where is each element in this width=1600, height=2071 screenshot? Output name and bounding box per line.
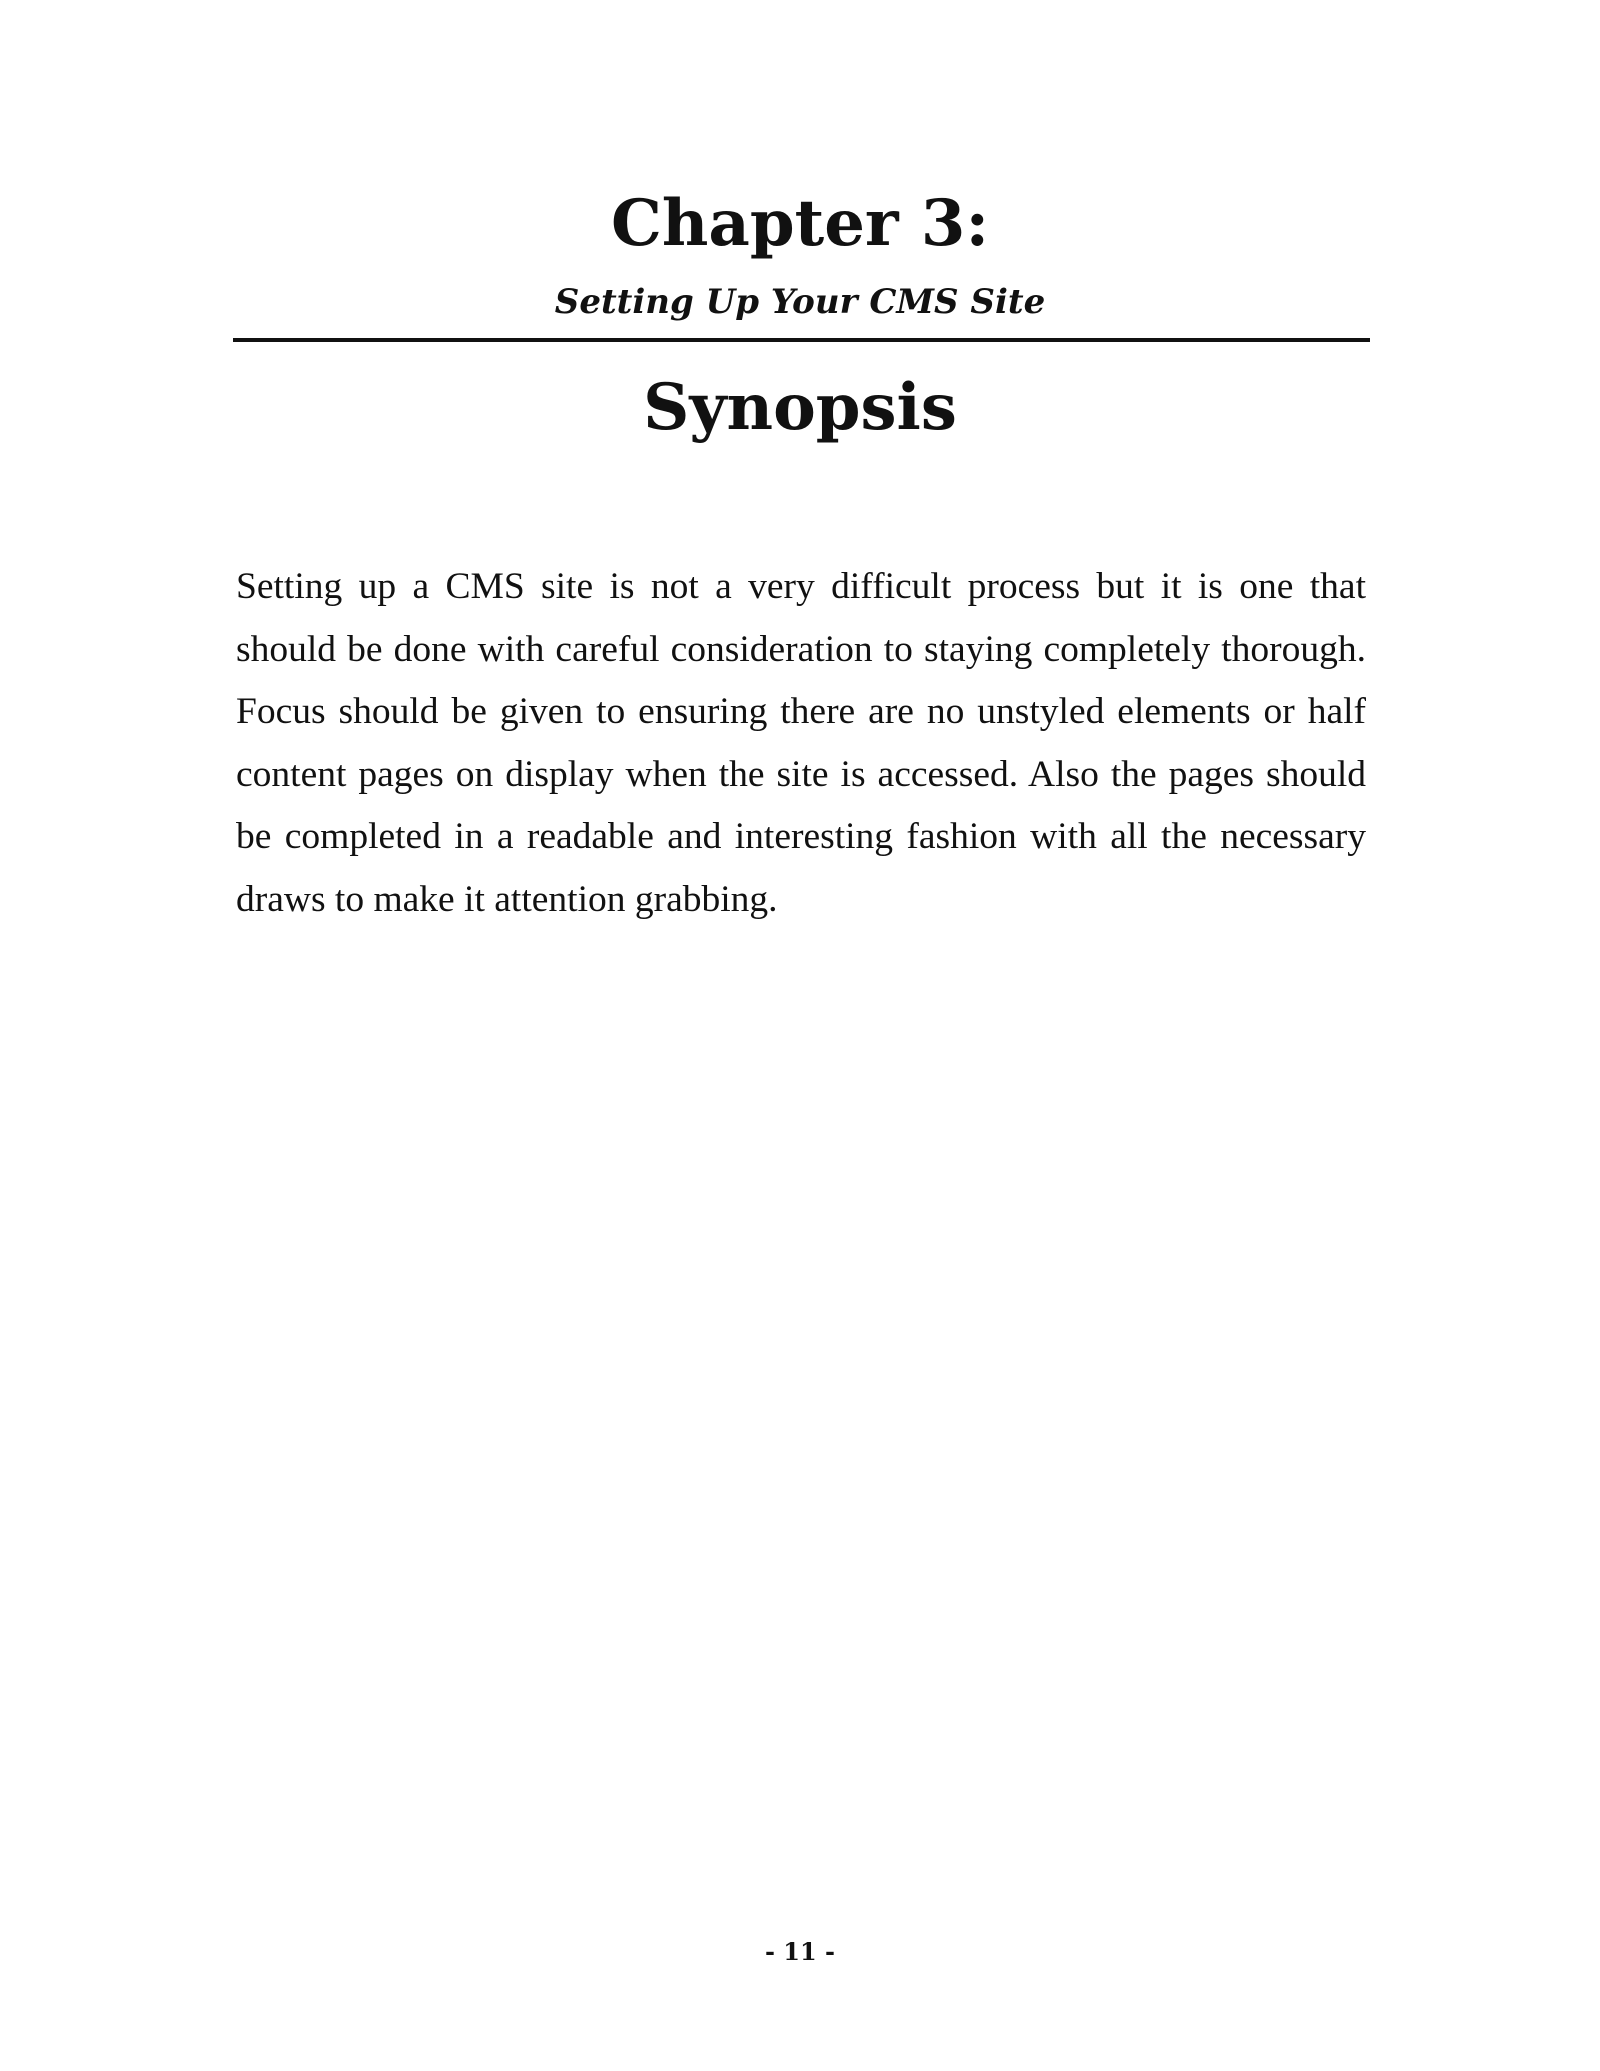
title-divider	[233, 338, 1370, 342]
section-title: Synopsis	[643, 370, 957, 445]
page-number: - 11 -	[764, 1937, 836, 1966]
chapter-subtitle: Setting Up Your CMS Site	[554, 282, 1046, 322]
chapter-title: Chapter 3:	[610, 186, 990, 261]
synopsis-paragraph: Setting up a CMS site is not a very difficult process but it is one that should be done with careful consideration to staying completely thorough. Focus should be given to ensuring there are no unstyled elements or half content pages on display when the site is accessed. Also the pages should be completed in a readable and interesting fashion with all the necessary draws to make it attention grabbing.	[236, 566, 1366, 920]
